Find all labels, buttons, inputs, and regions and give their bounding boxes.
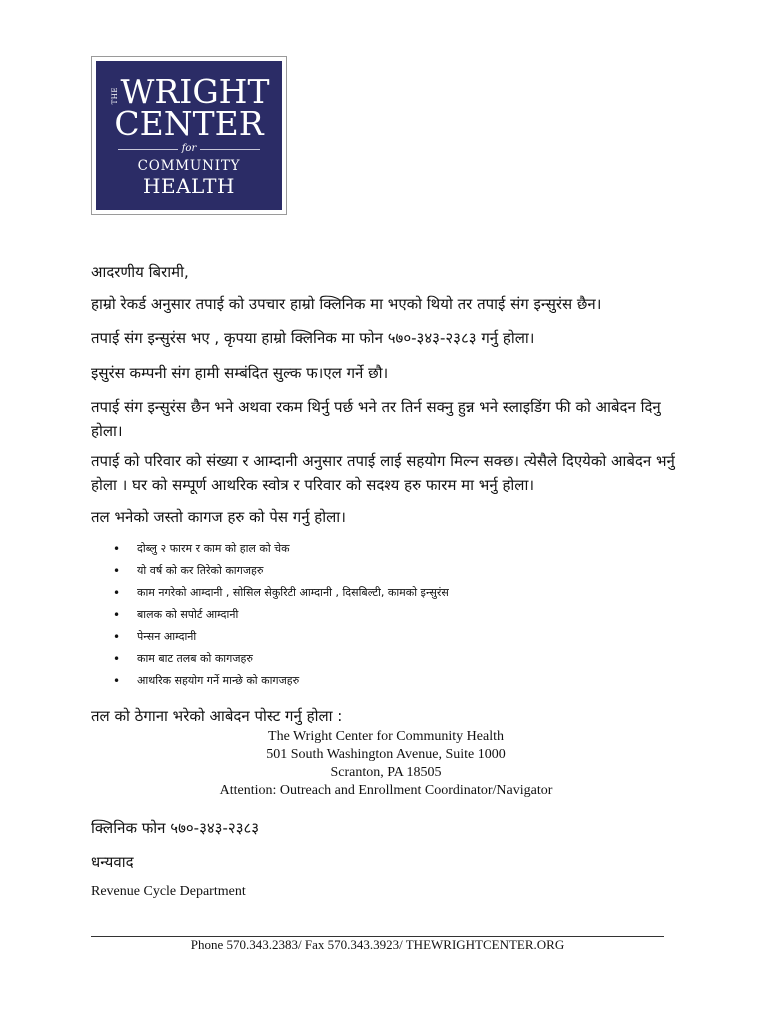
address-line-3: Scranton, PA 18505 bbox=[330, 765, 442, 780]
address-line-1: The Wright Center for Community Health bbox=[268, 729, 504, 744]
department: Revenue Cycle Department bbox=[91, 884, 246, 899]
list-item: • काम नगरेको आम्दानी , सोसिल सेकुरिटी आम्दानी , दिसबिल्टी, कामको इन्सुरंस bbox=[91, 583, 449, 605]
list-item: • यो वर्ष को कर तिरेको कागजहरु bbox=[91, 561, 449, 583]
list-item: • बालक को सपोर्ट आम्दानी bbox=[91, 605, 449, 627]
wright-center-logo bbox=[96, 61, 282, 210]
logo-frame bbox=[91, 56, 287, 215]
logo-for: for bbox=[96, 143, 282, 154]
logo-wright: WRIGHT bbox=[120, 72, 270, 111]
address-line-2: 501 South Washington Avenue, Suite 1000 bbox=[266, 747, 506, 762]
paragraph-insurance-billing: इसुरंस कम्पनी संग हामी सम्बंदित सुल्क फ।एल गर्ने छौ। bbox=[91, 364, 389, 382]
logo-center: CENTER bbox=[114, 104, 264, 143]
thanks: धन्यवाद bbox=[91, 853, 134, 871]
list-item: • काम बाट तलब को कागजहरु bbox=[91, 649, 449, 671]
footer-contact: Phone 570.343.2383/ Fax 570.343.3923/ THEWRIGHTCENTER.ORG bbox=[190, 937, 565, 952]
list-item: • आथरिक सहयोग गर्ने मान्छे को कागजहरु bbox=[91, 671, 449, 693]
address-line-4: Attention: Outreach and Enrollment Coordinator/Navigator bbox=[219, 783, 553, 798]
paragraph-documents-intro: तल भनेको जस्तो कागज हरु को पेस गर्नु होला। bbox=[91, 508, 346, 526]
requirements-list bbox=[91, 539, 449, 693]
mailing-address bbox=[91, 728, 681, 800]
clinic-phone: क्लिनिक फोन ५७०-३४३-२३८३ bbox=[91, 819, 260, 837]
salutation: आदरणीय बिरामी, bbox=[91, 263, 189, 281]
logo-the: THE bbox=[111, 87, 119, 105]
logo-health: HEALTH bbox=[143, 174, 235, 198]
mail-instructions: तल को ठेगाना भरेको आबेदन पोस्ट गर्नु होला : bbox=[91, 707, 343, 725]
list-item: • दोब्लु २ फारम र काम को हाल को चेक bbox=[91, 539, 449, 561]
paragraph-household: तपाई को परिवार को संख्या र आम्दानी अनुसार तपाई लाई सहयोग मिल्न सक्छ। त्येसैले दिएयेको आबेदन भर्नु होला । घर को सम्पूर्ण आथरिक स्वोत्र र परिवार को सदश्य हरु फारम मा भर्नु होला। bbox=[91, 452, 675, 494]
paragraph-sliding-fee: तपाई संग इन्सुरंस छैन भने अथवा रकम थिर्नु पर्छ भने तर तिर्न सक्नु हुन्न भने स्लाइडिंग फी को आबेदन दिनु होला। bbox=[91, 398, 661, 440]
list-item: • पेन्सन आम्दानी bbox=[91, 627, 449, 649]
paragraph-call-clinic: तपाई संग इन्सुरंस भए , कृपया हाम्रो क्लिनिक मा फोन ५७०-३४३-२३८३ गर्नु होला। bbox=[91, 329, 535, 347]
paragraph-record: हाम्रो रेकर्ड अनुसार तपाई को उपचार हाम्रो क्लिनिक मा भएको थियो तर तपाई संग इन्सुरंस छैन। bbox=[91, 295, 602, 313]
logo-community: COMMUNITY bbox=[137, 158, 241, 174]
